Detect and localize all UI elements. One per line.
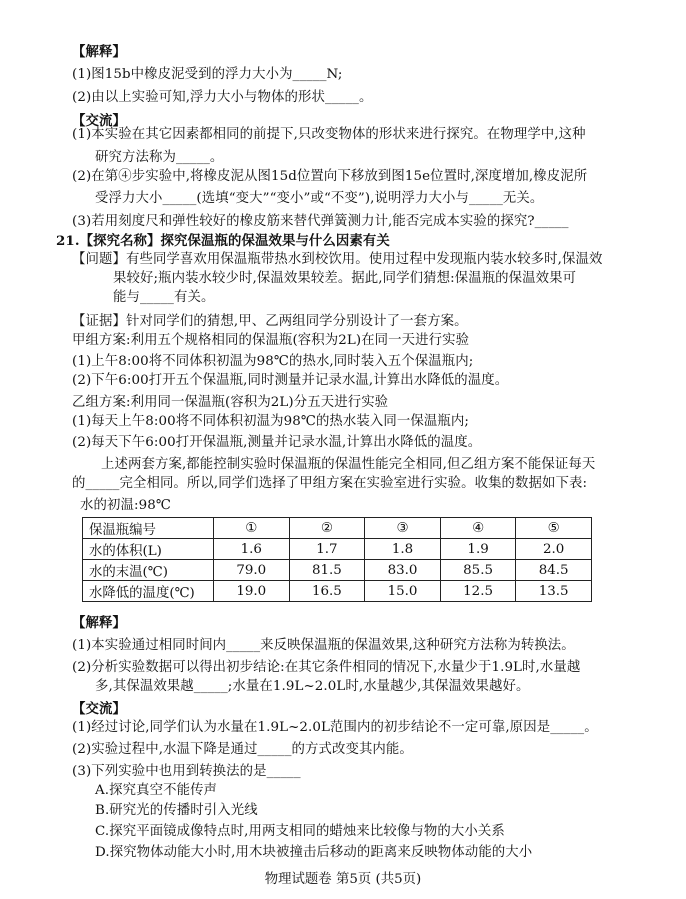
table-cell: 84.5 (516, 560, 592, 581)
table-cell: 水降低的温度(℃) (83, 581, 214, 602)
question-line: 【问题】有些同学喜欢用保温瓶带热水到校饮用。使用过程中发现瓶内装水较多时,保温效 (72, 252, 603, 267)
question-line: (1)图15b中橡皮泥受到的浮力大小为_____N; (72, 67, 343, 82)
table-cell: 保温瓶编号 (83, 518, 214, 539)
table-cell: 12.5 (440, 581, 516, 602)
question-line: (1)本实验通过相同时间内_____来反映保温瓶的保温效果,这种研究方法称为转换法。 (72, 638, 575, 653)
question-line: 上述两套方案,都能控制实验时保温瓶的保温性能完全相同,但乙组方案不能保证每天 (101, 457, 596, 472)
question-line: (2)实验过程中,水温下降是通过_____的方式改变其内能。 (72, 742, 413, 757)
table-cell: 13.5 (516, 581, 592, 602)
table-cell: 81.5 (289, 560, 365, 581)
question-line: (2)下午6:00打开五个保温瓶,同时测量并记录水温,计算出水降低的温度。 (72, 373, 509, 388)
option-c: C.探究平面镜成像特点时,用两支相同的蜡烛来比较像与物的大小关系 (95, 824, 505, 839)
section-heading-explain: 【解释】 (72, 615, 126, 631)
table-header-row (83, 518, 592, 539)
option-b: B.研究光的传播时引入光线 (95, 803, 258, 818)
table-cell: ⑤ (516, 518, 592, 539)
table-row (83, 560, 592, 581)
question-line: (1)本实验在其它因素都相同的前提下,只改变物体的形状来进行探究。在物理学中,这种 (72, 127, 586, 142)
table-cell: 1.9 (440, 539, 516, 560)
table-cell: ① (214, 518, 290, 539)
question-line: (2)在第④步实验中,将橡皮泥从图15d位置向下移放到图15e位置时,深度增加,橡皮泥所 (72, 169, 588, 184)
question-21-title: 21.【探究名称】探究保温瓶的保温效果与什么因素有关 (56, 233, 390, 249)
table-cell: 水的体积(L) (83, 539, 214, 560)
table-cell: 15.0 (365, 581, 441, 602)
data-table (82, 517, 592, 602)
table-cell: 水的末温(℃) (83, 560, 214, 581)
question-line: 【证据】针对同学们的猜想,甲、乙两组同学分别设计了一套方案。 (72, 314, 468, 329)
table-cell: ④ (440, 518, 516, 539)
table-row (83, 539, 592, 560)
question-line: (2)每天下午6:00打开保温瓶,测量并记录水温,计算出水降低的温度。 (72, 435, 482, 450)
option-d: D.探究物体动能大小时,用木块被撞击后移动的距离来反映物体动能的大小 (95, 845, 533, 860)
table-cell: 1.7 (289, 539, 365, 560)
question-line: (2)分析实验数据可以得出初步结论:在其它条件相同的情况下,水量少于1.9L时,水量越 (72, 660, 581, 675)
section-heading-explain: 【解释】 (72, 44, 126, 60)
option-a: A.探究真空不能传声 (95, 783, 218, 798)
question-line: 研究方法称为_____。 (95, 150, 224, 165)
question-line: (1)经过讨论,同学们认为水量在1.9L~2.0L范围内的初步结论不一定可靠,原因是_____。 (72, 720, 598, 735)
table-cell: 79.0 (214, 560, 290, 581)
plan-a-title: 甲组方案:利用五个规格相同的保温瓶(容积为2L)在同一天进行实验 (72, 333, 470, 348)
initial-temp-label: 水的初温:98℃ (80, 498, 171, 513)
question-line: 果较好;瓶内装水较少时,保温效果较差。据此,同学们猜想:保温瓶的保温效果可 (113, 271, 577, 286)
table-cell: ③ (365, 518, 441, 539)
plan-b-title: 乙组方案:利用同一保温瓶(容积为2L)分五天进行实验 (72, 395, 389, 410)
table-row (83, 581, 592, 602)
question-line: (1)每天上午8:00将不同体积初温为98℃的热水装入同一保温瓶内; (72, 414, 469, 429)
table-cell: 1.8 (365, 539, 441, 560)
question-line: (1)上午8:00将不同体积初温为98℃的热水,同时装入五个保温瓶内; (72, 354, 474, 369)
section-heading-discuss: 【交流】 (72, 701, 126, 717)
section-heading-discuss: 【交流】 (72, 113, 126, 129)
question-line: (2)由以上实验可知,浮力大小与物体的形状_____。 (72, 90, 373, 105)
question-line: 受浮力大小_____(选填“变大”“变小”或“不变”),说明浮力大小与_____无关。 (95, 191, 544, 206)
question-line: 多,其保温效果越_____;水量在1.9L~2.0L时,水量越少,其保温效果越好。 (95, 679, 530, 694)
table-cell: 16.5 (289, 581, 365, 602)
table-cell: 2.0 (516, 539, 592, 560)
table-cell: ② (289, 518, 365, 539)
page-footer: 物理试题卷 第5页 (共5页) (264, 872, 422, 887)
question-line: 能与_____有关。 (113, 290, 215, 305)
table-cell: 85.5 (440, 560, 516, 581)
table-cell: 83.0 (365, 560, 441, 581)
question-line: (3)若用刻度尺和弹性较好的橡皮筋来替代弹簧测力计,能否完成本实验的探究?_____ (72, 214, 569, 229)
question-line: 的_____完全相同。所以,同学们选择了甲组方案在实验室进行实验。收集的数据如下表: (72, 476, 588, 491)
question-line: (3)下列实验中也用到转换法的是_____ (72, 764, 301, 779)
table-cell: 19.0 (214, 581, 290, 602)
table-cell: 1.6 (214, 539, 290, 560)
